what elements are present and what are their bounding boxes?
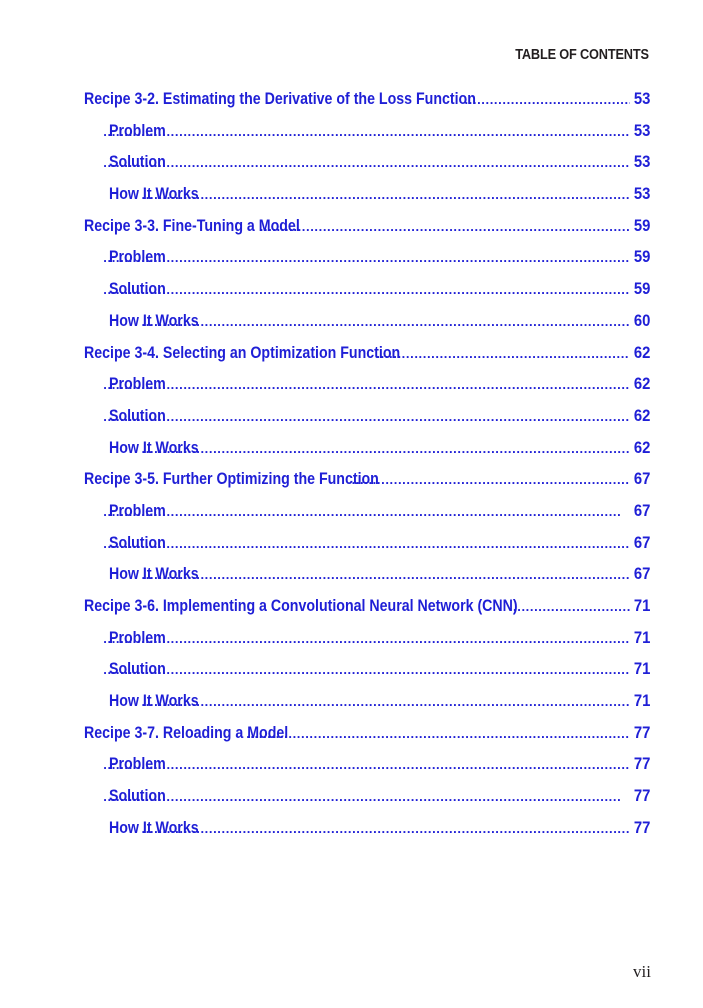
- toc-entry-title: Problem: [109, 755, 166, 774]
- toc-entry-title: Recipe 3-4. Selecting an Optimization Function: [84, 343, 401, 362]
- toc-entry-page: 71: [633, 597, 650, 615]
- dot-leader: [103, 528, 629, 560]
- toc-entry-title: Problem: [109, 375, 166, 394]
- toc-entry-page: 77: [633, 723, 650, 742]
- toc-entry-title: How It Works: [109, 818, 199, 837]
- dot-leader: [103, 401, 629, 433]
- dot-leader: [260, 211, 630, 243]
- toc-entry-title: Recipe 3-6. Implementing a Convolutional Neural Network (CNN): [84, 597, 518, 615]
- dot-leader: [103, 242, 629, 274]
- dot-leader: [103, 116, 629, 148]
- toc-entry-title: Problem: [109, 121, 166, 140]
- toc-entry-page: 67: [633, 470, 650, 489]
- toc-entry-page: 77: [633, 755, 650, 774]
- toc-entry-solution[interactable]: [84, 274, 650, 306]
- toc-entry-problem[interactable]: [84, 749, 650, 781]
- toc-entry-problem[interactable]: [84, 116, 650, 148]
- dot-leader: [141, 433, 629, 465]
- toc-entry-page: 53: [633, 153, 650, 172]
- toc-entry-page: 59: [633, 216, 650, 235]
- dot-leader: [141, 179, 629, 211]
- dot-leader: [103, 654, 629, 686]
- toc-entry-recipe-3-3[interactable]: [84, 211, 650, 243]
- toc-entry-how-it-works[interactable]: [84, 559, 650, 591]
- dot-leader: [141, 813, 629, 845]
- table-of-contents: [84, 84, 650, 845]
- page-number: vii: [633, 962, 651, 981]
- toc-entry-recipe-3-5[interactable]: [84, 464, 650, 496]
- dot-leader: [103, 369, 629, 401]
- dot-leader: [141, 686, 629, 718]
- toc-entry-solution[interactable]: [84, 781, 650, 813]
- toc-entry-how-it-works[interactable]: [84, 306, 650, 338]
- toc-entry-recipe-3-7[interactable]: [84, 718, 650, 750]
- toc-entry-page: 53: [633, 121, 650, 140]
- toc-entry-title: Solution: [109, 787, 166, 806]
- toc-entry-solution[interactable]: [84, 654, 650, 686]
- toc-entry-page: 59: [633, 280, 650, 299]
- dot-leader: [103, 147, 629, 179]
- toc-entry-how-it-works[interactable]: [84, 433, 650, 465]
- toc-entry-page: 71: [633, 628, 650, 647]
- toc-entry-title: Problem: [109, 628, 166, 647]
- toc-entry-title: Solution: [109, 153, 166, 172]
- toc-entry-problem[interactable]: [84, 623, 650, 655]
- toc-entry-title: Recipe 3-3. Fine-Tuning a Model: [84, 216, 300, 235]
- dot-leader: [513, 591, 630, 623]
- toc-entry-title: How It Works: [109, 311, 199, 330]
- toc-entry-how-it-works[interactable]: [84, 686, 650, 718]
- toc-entry-problem[interactable]: [84, 496, 650, 528]
- toc-entry-title: How It Works: [109, 438, 199, 457]
- toc-entry-page: 62: [633, 343, 650, 362]
- toc-entry-page: 60: [633, 311, 650, 330]
- toc-entry-title: Solution: [109, 660, 166, 679]
- toc-entry-how-it-works[interactable]: [84, 813, 650, 845]
- toc-entry-page: 62: [633, 375, 650, 394]
- toc-entry-recipe-3-4[interactable]: [84, 338, 650, 370]
- dot-leader: [141, 306, 629, 338]
- toc-entry-page: 53: [633, 90, 650, 108]
- dot-leader: [246, 718, 629, 750]
- toc-entry-solution[interactable]: [84, 528, 650, 560]
- dot-leader: [103, 749, 629, 781]
- toc-entry-title: How It Works: [109, 185, 199, 204]
- toc-entry-recipe-3-2[interactable]: [84, 84, 650, 116]
- toc-entry-title: How It Works: [109, 692, 199, 711]
- toc-entry-page: 67: [633, 501, 650, 520]
- toc-entry-solution[interactable]: [84, 147, 650, 179]
- dot-leader: [464, 84, 629, 116]
- running-head: TABLE OF CONTENTS: [515, 47, 649, 63]
- toc-entry-problem[interactable]: [84, 242, 650, 274]
- toc-entry-title: How It Works: [109, 565, 199, 584]
- toc-entry-recipe-3-6[interactable]: [84, 591, 650, 623]
- dot-leader: [352, 464, 630, 496]
- toc-entry-title: Solution: [109, 280, 166, 299]
- dot-leader: [141, 559, 629, 591]
- dot-leader: [103, 623, 629, 655]
- dot-leader: [376, 338, 629, 370]
- toc-entry-title: Problem: [109, 248, 166, 267]
- dot-leader: [103, 274, 629, 306]
- toc-entry-how-it-works[interactable]: [84, 179, 650, 211]
- toc-entry-title: Recipe 3-2. Estimating the Derivative of the Loss Function: [84, 90, 476, 108]
- toc-entry-page: 71: [633, 660, 650, 679]
- dot-leader: [103, 496, 621, 528]
- toc-entry-page: 59: [633, 248, 650, 267]
- dot-leader: [103, 781, 621, 813]
- toc-entry-page: 62: [633, 438, 650, 457]
- toc-entry-title: Recipe 3-7. Reloading a Model: [84, 723, 289, 742]
- toc-entry-page: 77: [633, 818, 650, 837]
- toc-entry-problem[interactable]: [84, 369, 650, 401]
- toc-entry-page: 67: [633, 533, 650, 552]
- toc-entry-solution[interactable]: [84, 401, 650, 433]
- toc-entry-title: Solution: [109, 406, 166, 425]
- toc-entry-page: 67: [633, 565, 650, 584]
- toc-entry-title: Recipe 3-5. Further Optimizing the Function: [84, 470, 379, 489]
- toc-entry-page: 62: [633, 406, 650, 425]
- toc-entry-title: Solution: [109, 533, 166, 552]
- toc-entry-title: Problem: [109, 501, 166, 520]
- toc-entry-page: 53: [633, 185, 650, 204]
- toc-entry-page: 71: [633, 692, 650, 711]
- toc-entry-page: 77: [633, 787, 650, 806]
